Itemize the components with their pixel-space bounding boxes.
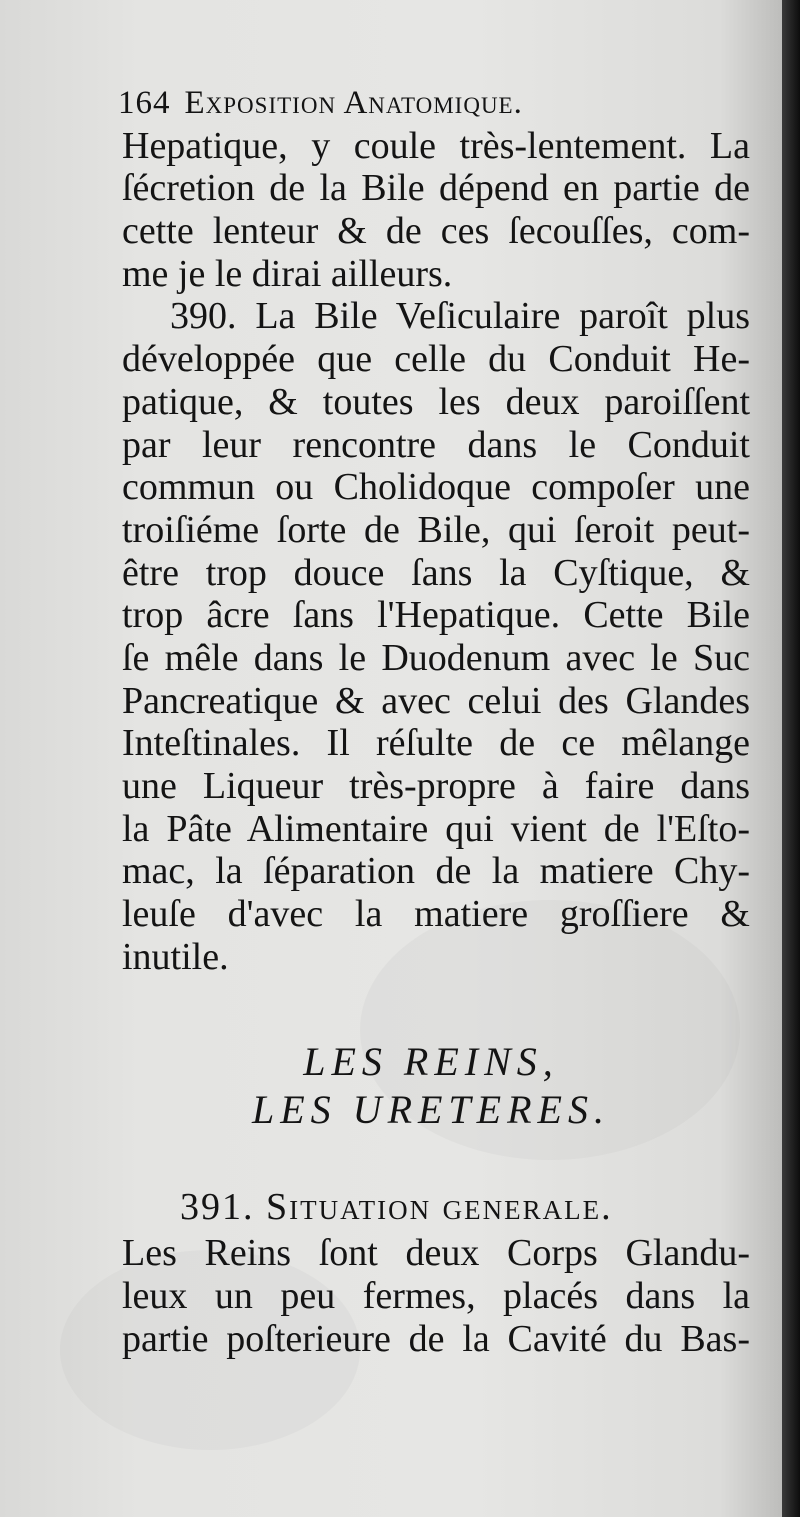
text-line: me je le dirai ailleurs. [122, 252, 453, 295]
section-title [122, 1038, 750, 1134]
text-line: trop âcre ſans l'Hepatique. Cette Bile [122, 594, 750, 637]
page-edge-shadow [782, 0, 800, 1517]
running-header [118, 82, 750, 125]
text-line: être trop douce ſans la Cyſtique, & [122, 551, 750, 594]
text-line: par leur rencontre dans le Conduit [122, 423, 750, 466]
paragraph-391 [122, 1186, 750, 1360]
spacer [122, 978, 750, 1038]
paragraph-390 [122, 295, 750, 978]
paragraph-continued [122, 125, 750, 296]
text-line: cette lenteur & de ces ſecouſſes, com- [122, 210, 750, 253]
text-line: Pancreatique & avec celui des Glandes [122, 679, 750, 722]
text-line: leuſe d'avec la matiere groſſiere & [122, 893, 750, 936]
section-subheading: 391. Situation generale. [180, 1186, 613, 1229]
text-line: ſe mêle dans le Duodenum avec le Suc [122, 636, 750, 679]
text-line: la Pâte Alimentaire qui vient de l'Eſto- [122, 807, 750, 850]
text-line: inutile. [122, 935, 229, 978]
text-line: leux un peu fermes, placés dans la [122, 1275, 750, 1318]
text-line: 390. La Bile Veſiculaire paroît plus [170, 295, 750, 338]
text-line: troiſiéme ſorte de Bile, qui ſeroit peut- [122, 508, 750, 551]
text-line: partie poſterieure de la Cavité du Bas- [122, 1317, 750, 1360]
spacer [122, 1134, 750, 1186]
page-text [118, 82, 750, 1361]
section-title-line: LES REINS, [303, 1039, 559, 1085]
text-line: patique, & toutes les deux paroiſſent [122, 380, 750, 423]
running-title: Exposition Anatomique. [184, 85, 523, 121]
text-line: Les Reins ſont deux Corps Glandu- [122, 1232, 750, 1275]
section-title-line: LES URETERES. [252, 1087, 610, 1133]
text-line: ſécretion de la Bile dépend en partie de [122, 167, 750, 210]
text-line: commun ou Cholidoque compoſer une [122, 466, 750, 509]
text-line: Inteſtinales. Il réſulte de ce mêlange [122, 722, 750, 765]
text-line: Hepatique, y coule très-lentement. La [122, 124, 750, 167]
text-line: développée que celle du Conduit He- [122, 338, 750, 381]
page-number: 164 [118, 85, 171, 121]
text-line: mac, la ſéparation de la matiere Chy- [122, 850, 750, 893]
text-line: une Liqueur très-propre à faire dans [122, 765, 750, 807]
